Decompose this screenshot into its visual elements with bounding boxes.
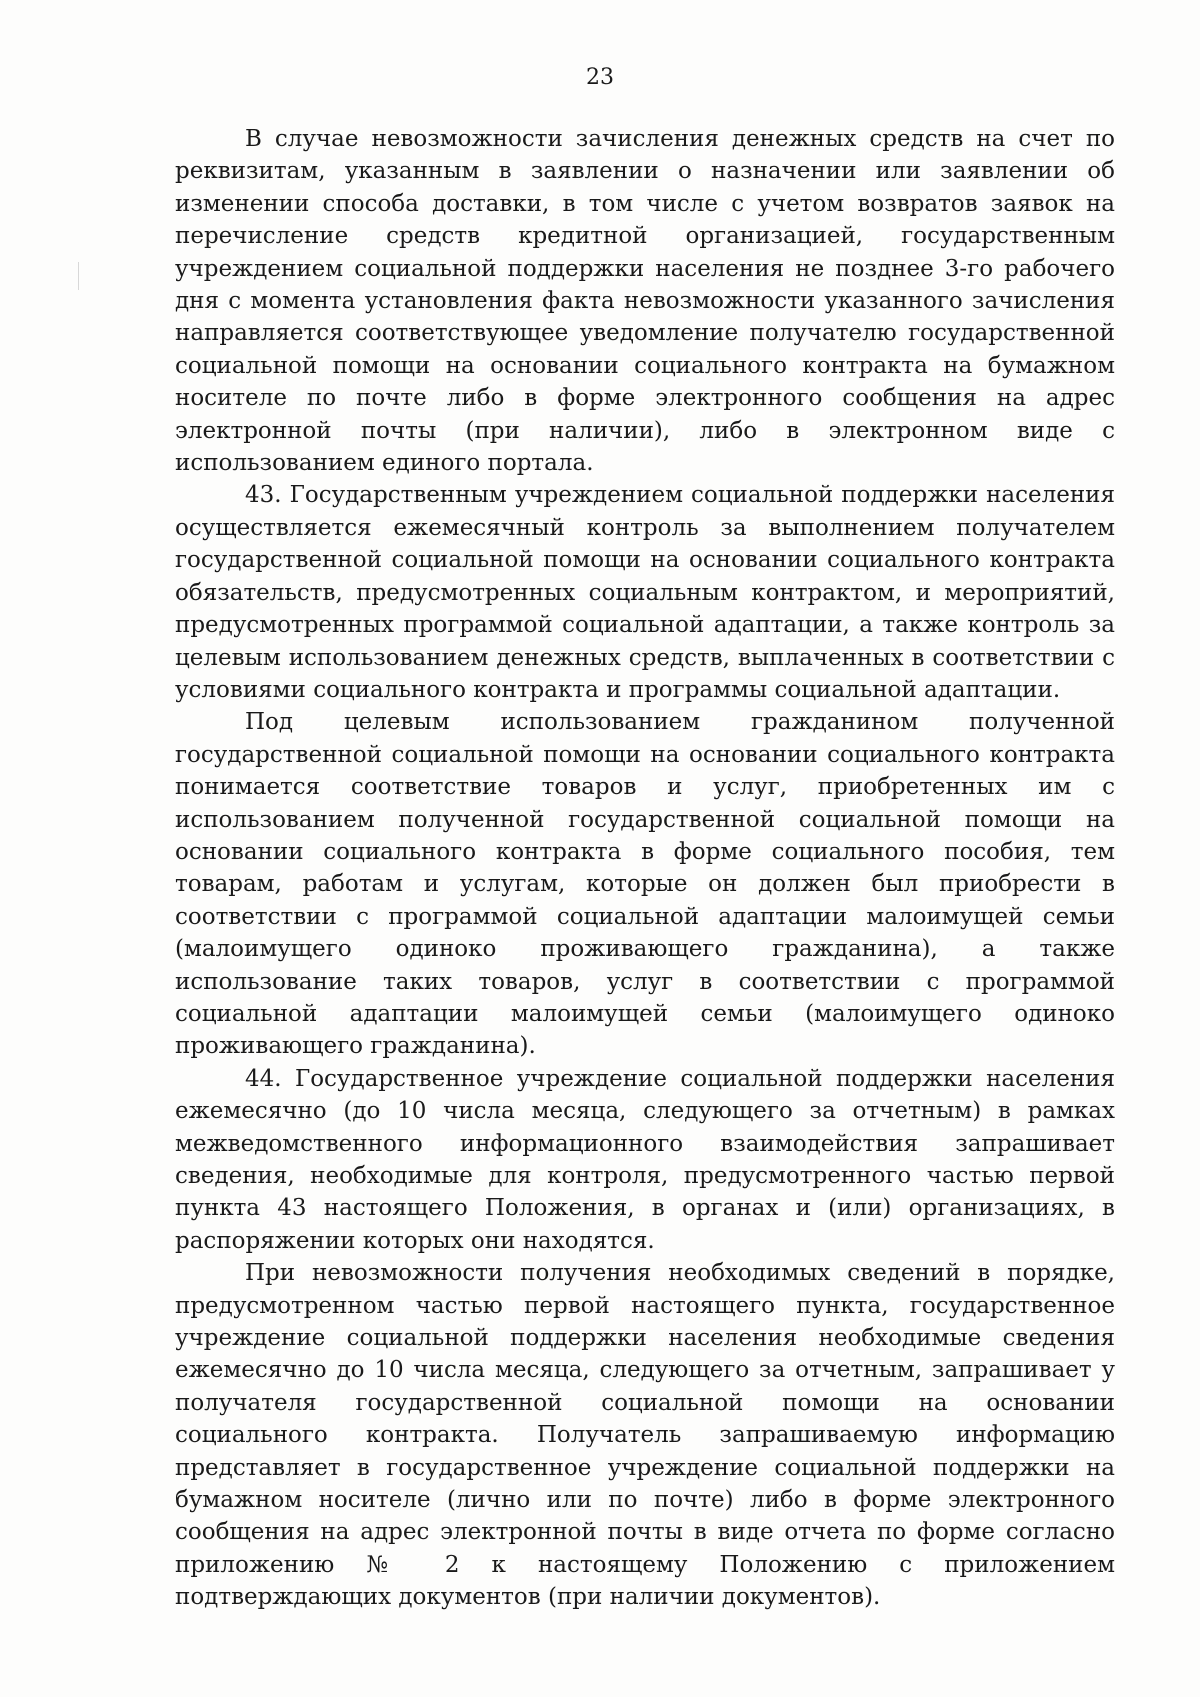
paragraph-clause-44: 44. Государственное учреждение социальной поддержки населения ежемесячно (до 10 числа месяца, следующего за отчетным) в рамках межведомственного информационного взаимодействия запрашивает сведения, необходимые для контроля, предусмотренного частью первой пункта 43 настоящего Положения, в органах и (или) организациях, в распоряжении которых они находятся. [175,1065,1115,1254]
paragraph-deposit-failure-notice: В случае невозможности зачисления денежных средств на счет по реквизитам, указанным в заявлении о назначении или заявлении об изменении способа доставки, в том числе с учетом возвратов заявок на перечисление средств кредитной организацией, государственным учреждением социальной поддержки населения не позднее 3-го рабочего дня с момента установления факта невозможности указанного зачисления направляется соответствующее уведомление получателю государственной социальной помощи на основании социального контракта на бумажном носителе по почте либо в форме электронного сообщения на адрес электронной почты (при наличии), либо в электронном виде с использованием единого портала. [175,126,1115,477]
paragraph-recipient-report: При невозможности получения необходимых сведений в порядке, предусмотренном частью первой настоящего пункта, государственное учреждение социальной поддержки населения необходимые сведения ежемесячно до 10 числа месяца, следующего за отчетным, запрашивает у получателя государственной социальной помощи на основании социального контракта. Получатель запрашиваемую информацию представляет в государственное учреждение социальной поддержки на бумажном носителе (лично или по почте) либо в форме электронного сообщения на адрес электронной почты в виде отчета по форме согласно приложению № 2 к настоящему Положению с приложением подтверждающих документов (при наличии документов). [175,1260,1115,1611]
document-body [175,123,1115,1614]
page-number: 23 [586,65,614,90]
paragraph-targeted-use-definition: Под целевым использованием гражданином полученной государственной социальной помощи на основании социального контракта понимается соответствие товаров и услуг, приобретенных им с использованием полученной государственной социальной помощи на основании социального контракта в форме социального пособия, тем товарам, работам и услугам, которые он должен был приобрести в соответствии с программой социальной адаптации малоимущей семьи (малоимущего одиноко проживающего гражданина), а также использование таких товаров, услуг в соответствии с программой социальной адаптации малоимущей семьи (малоимущего одиноко проживающего гражданина). [175,709,1115,1060]
scan-mark [78,262,79,290]
paragraph-clause-43: 43. Государственным учреждением социальной поддержки населения осуществляется ежемесячный контроль за выполнением получателем государственной социальной помощи на основании социального контракта обязательств, предусмотренных социальным контрактом, и мероприятий, предусмотренных программой социальной адаптации, а также контроль за целевым использованием денежных средств, выплаченных в соответствии с условиями социального контракта и программы социальной адаптации. [175,482,1115,703]
